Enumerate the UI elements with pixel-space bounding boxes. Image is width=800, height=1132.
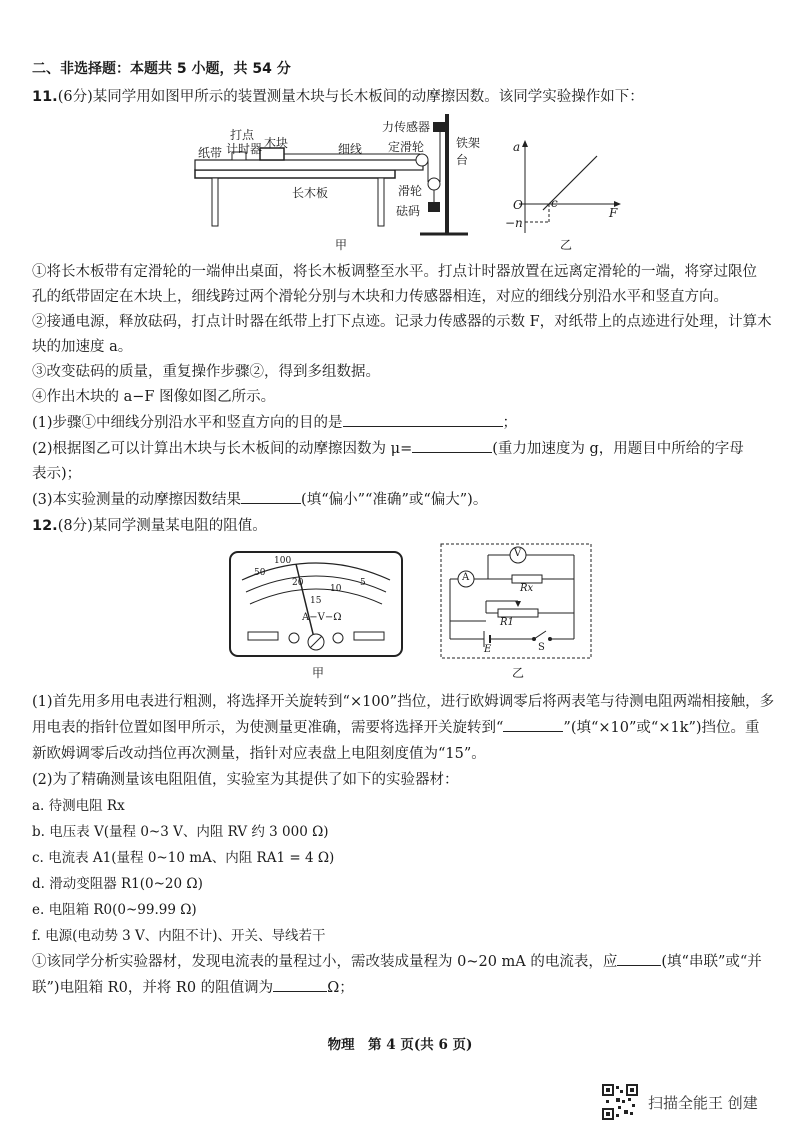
dial-50: 50 (254, 568, 266, 578)
q11-sub3-text-b: (填“偏小”“准确”或“偏大”)。 (301, 492, 488, 508)
q11-figure-jia (190, 112, 490, 247)
caption-jia-11: 甲 (335, 238, 348, 252)
q12-p2-line: (2)为了精确测量该电阻阻值，实验室为其提供了如下的实验器材： (32, 772, 459, 788)
q12-p1-line-2 (32, 716, 760, 737)
label-pulley: 滑轮 (398, 184, 423, 198)
dial-15: 15 (310, 596, 322, 606)
q12-p1-line-3: 新欧姆调零后改动挡位再次测量，指针对应表盘上电阻刻度值为“15”。 (32, 746, 486, 762)
q11-step-line-2: 孔的纸带固定在木块上，细线跨过两个滑轮分别与木块和力传感器相连，对应的细线分别沿水平和竖直方向。 (32, 289, 728, 305)
q11-sub2-c: 表示)； (32, 466, 82, 482)
q11-step-line-6: ④作出木块的 a−F 图像如图乙所示。 (32, 389, 276, 405)
q11-sub3-blank[interactable] (241, 489, 301, 504)
q12-p1-text-b: ”(填“×10”或“×1k”)挡位。重 (563, 720, 760, 736)
dial-20: 20 (292, 578, 304, 588)
q11-sub2-text-b: (重力加速度为 g，用题目中所给的字母 (492, 441, 744, 457)
label-timer-1: 打点 (230, 128, 255, 142)
q11-step-line-5: ③改变砝码的质量，重复操作步骤②，得到多组数据。 (32, 364, 380, 380)
q12-question-line-1 (32, 950, 762, 971)
circuit-figure (440, 543, 592, 659)
label-stand: 铁架台 (456, 136, 481, 167)
q11-step-line-4: 块的加速度 a。 (32, 339, 133, 355)
q11-number: 11. (32, 89, 58, 105)
ammeter-label: A (462, 572, 470, 583)
caption-yi-12: 乙 (512, 666, 525, 680)
q12-question-text: ①该同学分析实验器材，发现电流表的量程过小，需改装成量程为 0~20 mA 的电流表，应 (32, 954, 618, 970)
q12-item-c: c. 电流表 A1(量程 0~10 mA、内阻 RA1 = 4 Ω) (32, 850, 335, 866)
caption-jia-12: 甲 (312, 666, 325, 680)
voltmeter-label: V (514, 548, 522, 559)
graph-a-label: a (513, 140, 521, 154)
q11-sub3-text: (3)本实验测量的动摩擦因数结果 (32, 492, 242, 508)
graph-c-label: c (551, 196, 558, 210)
q12-r0-blank[interactable] (273, 977, 327, 992)
q11-sub1 (32, 411, 517, 432)
dial-5: 5 (360, 578, 366, 588)
q12-number: 12. (32, 518, 58, 534)
q12-question-line-2 (32, 976, 354, 997)
graph-f-label: F (609, 206, 618, 220)
label-fixed-pulley: 定滑轮 (388, 140, 425, 154)
q12-p1-line-1: (1)首先用多用电表进行粗测，将选择开关旋转到“×100”挡位，进行欧姆调零后将两表笔与待测电阻两端相接触，多 (32, 694, 775, 710)
circuit-diagram (440, 543, 592, 659)
q11-step-line-1: ①将长木板带有定滑轮的一端伸出桌面，将长木板调整至水平。打点计时器放置在远离定滑轮的一端，将穿过限位 (32, 264, 757, 280)
q12-p1-text: 用电表的指针位置如图甲所示，为使测量更准确，需要将选择开关旋转到“ (32, 720, 504, 736)
e-label: E (484, 644, 492, 655)
q11-sub2-blank[interactable] (412, 438, 492, 453)
dial-10: 10 (330, 584, 342, 594)
label-board: 长木板 (292, 186, 329, 200)
section-title: 二、非选择题：本题共 5 小题，共 54 分 (32, 61, 291, 77)
multimeter-figure (228, 550, 404, 660)
label-paper-tape: 纸带 (198, 146, 223, 160)
q11-sub1-end: ； (502, 415, 518, 431)
q11-intro: (6分)某同学用如图甲所示的装置测量木块与长木板间的动摩擦因数。该同学实验操作如下： (57, 89, 644, 105)
q12-intro-line (32, 514, 267, 535)
q11-sub2-text: (2)根据图乙可以计算出木块与长木板间的动摩擦因数为 μ= (32, 441, 413, 457)
q11-sub1-text: (1)步骤①中细线分别沿水平和竖直方向的目的是 (32, 415, 343, 431)
graph-n-label: −n (505, 216, 523, 230)
q12-intro: (8分)某同学测量某电阻的阻值。 (57, 518, 267, 534)
q12-item-e: e. 电阻箱 R0(0~99.99 Ω) (32, 902, 197, 918)
q11-intro-line (32, 85, 644, 106)
s-label: S (538, 642, 545, 653)
r1-label: R1 (500, 617, 514, 628)
caption-yi-11: 乙 (560, 238, 573, 252)
label-weight: 砝码 (396, 204, 421, 218)
q11-figure-yi (505, 138, 625, 238)
q12-connect-blank[interactable] (617, 951, 661, 966)
q12-question-text-d: Ω； (327, 980, 354, 996)
a-f-graph (505, 138, 625, 238)
q12-question-text-b: (填“串联”或“并 (661, 954, 762, 970)
q12-item-a: a. 待测电阻 Rx (32, 798, 125, 814)
dial-scale-label: A−V−Ω (302, 612, 342, 623)
rx-label: Rx (520, 583, 534, 594)
label-string: 细线 (338, 142, 363, 156)
q12-question-text-c: 联”)电阻箱 R0，并将 R0 的阻值调为 (32, 980, 274, 996)
label-timer-2: 计时器 (226, 142, 263, 156)
q12-item-b: b. 电压表 V(量程 0~3 V、内阻 RV 约 3 000 Ω) (32, 824, 329, 840)
q12-item-d: d. 滑动变阻器 R1(0~20 Ω) (32, 876, 203, 892)
page-footer: 物理 第 4 页(共 6 页) (327, 1037, 473, 1053)
graph-origin: O (513, 198, 523, 212)
label-force-sensor: 力传感器 (382, 120, 431, 134)
q11-sub3 (32, 488, 487, 509)
dial-100: 100 (274, 556, 292, 566)
q12-p1-blank[interactable] (503, 717, 563, 732)
q12-item-f: f. 电源(电动势 3 V、内阻不计)、开关、导线若干 (32, 928, 326, 944)
q11-sub1-blank[interactable] (343, 412, 503, 427)
qr-code-icon (602, 1084, 638, 1120)
label-block: 木块 (264, 136, 289, 150)
scanner-watermark: 扫描全能王 创建 (648, 1094, 758, 1112)
q11-sub2 (32, 437, 744, 458)
q11-step-line-3: ②接通电源，释放砝码，打点计时器在纸带上打下点迹。记录力传感器的示数 F，对纸带上的点迹进行处理，计算木 (32, 314, 772, 330)
